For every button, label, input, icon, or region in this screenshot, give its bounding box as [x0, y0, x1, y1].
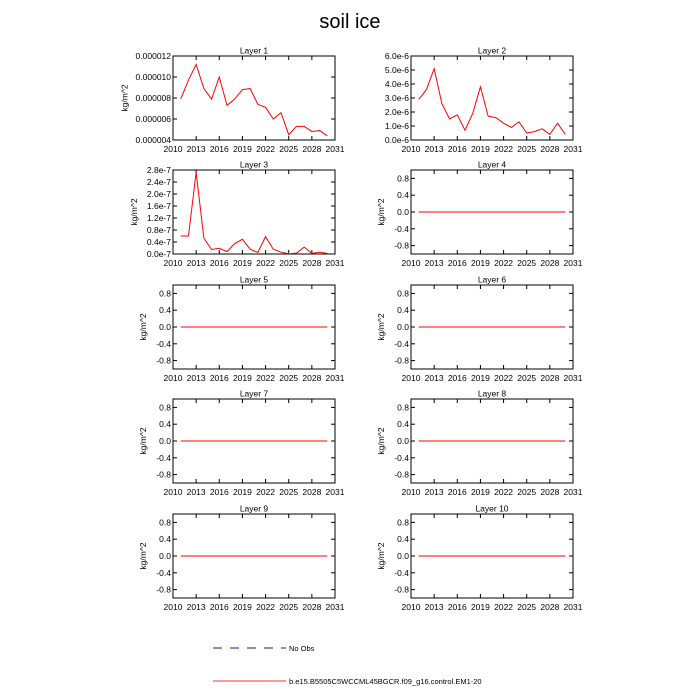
- figure-title: soil ice: [319, 11, 381, 33]
- x-tick-label: 2013: [424, 144, 444, 154]
- x-tick-label: 2013: [424, 373, 444, 383]
- y-tick-label: -0.4: [156, 452, 171, 463]
- y-axis-label: kg/m^2: [138, 427, 149, 455]
- x-tick-label: 2025: [279, 373, 299, 383]
- x-tick-label: 2010: [401, 373, 421, 383]
- x-tick-label: 2025: [517, 602, 537, 612]
- y-tick-label: 0.4: [397, 419, 409, 430]
- x-tick-label: 2016: [209, 258, 229, 268]
- y-tick-label: 0.4: [397, 305, 409, 316]
- y-axis-label: kg/m^2: [376, 542, 387, 570]
- y-tick-label: 0.0: [397, 322, 409, 332]
- y-tick-label: -0.4: [394, 223, 409, 234]
- y-tick-label: -0.8: [394, 469, 409, 480]
- x-tick-label: 2025: [279, 258, 299, 268]
- y-tick-label: 0.8: [397, 517, 409, 528]
- y-tick-label: 2.4e-7: [146, 177, 171, 187]
- x-tick-label: 2013: [424, 258, 444, 268]
- y-axis-label: kg/m^2: [138, 542, 149, 570]
- x-tick-label: 2025: [517, 373, 537, 383]
- x-tick-label: 2010: [401, 144, 421, 154]
- x-tick-label: 2010: [163, 373, 183, 383]
- y-axis-label: kg/m^2: [128, 198, 139, 226]
- panel-title: Layer 10: [475, 503, 509, 514]
- x-tick-label: 2010: [163, 258, 183, 268]
- x-tick-label: 2013: [186, 487, 206, 497]
- y-tick-label: 5.0e-6: [384, 65, 409, 75]
- x-tick-label: 2016: [447, 602, 467, 612]
- y-tick-label: 0.000012: [135, 51, 171, 61]
- y-tick-label: 0.8e-7: [146, 225, 171, 235]
- x-tick-label: 2031: [325, 487, 345, 497]
- y-tick-label: 0.0: [397, 551, 409, 561]
- x-tick-label: 2031: [325, 258, 345, 268]
- panel-title: Layer 5: [239, 274, 269, 285]
- x-tick-label: 2028: [302, 373, 322, 383]
- x-tick-label: 2010: [401, 258, 421, 268]
- y-tick-label: -0.8: [156, 584, 171, 595]
- y-axis-label: kg/m^2: [119, 84, 130, 112]
- x-tick-label: 2010: [401, 487, 421, 497]
- x-tick-label: 2016: [209, 487, 229, 497]
- x-tick-label: 2022: [256, 487, 276, 497]
- x-tick-label: 2031: [563, 602, 583, 612]
- x-tick-label: 2022: [494, 602, 514, 612]
- x-tick-label: 2022: [256, 602, 276, 612]
- x-tick-label: 2025: [279, 144, 299, 154]
- x-tick-label: 2028: [540, 258, 560, 268]
- y-tick-label: 0.8: [159, 402, 171, 413]
- y-axis-label: kg/m^2: [138, 313, 149, 341]
- x-tick-label: 2022: [494, 373, 514, 383]
- x-tick-label: 2019: [232, 487, 252, 497]
- x-tick-label: 2019: [470, 258, 490, 268]
- y-tick-label: 0.4: [397, 534, 409, 545]
- x-tick-label: 2016: [447, 144, 467, 154]
- x-tick-label: 2013: [424, 602, 444, 612]
- x-tick-label: 2025: [517, 144, 537, 154]
- x-tick-label: 2025: [279, 602, 299, 612]
- y-tick-label: -0.4: [394, 452, 409, 463]
- x-tick-label: 2016: [447, 487, 467, 497]
- y-tick-label: 0.4: [397, 190, 409, 201]
- x-tick-label: 2019: [232, 258, 252, 268]
- x-tick-label: 2031: [563, 487, 583, 497]
- x-tick-label: 2010: [163, 487, 183, 497]
- y-tick-label: 0.000010: [135, 72, 171, 82]
- x-tick-label: 2031: [325, 144, 345, 154]
- y-tick-label: 0.8: [159, 288, 171, 299]
- y-tick-label: 3.0e-6: [384, 93, 409, 103]
- y-tick-label: 0.0e-6: [384, 135, 409, 145]
- legend-model-label: b.e15.B5505C5WCCML45BGCR.f09_g16.control.EM1-20: [289, 677, 482, 686]
- y-tick-label: -0.4: [394, 338, 409, 349]
- x-tick-label: 2019: [470, 373, 490, 383]
- y-tick-label: 0.000008: [135, 93, 171, 103]
- y-tick-label: -0.4: [394, 567, 409, 578]
- y-tick-label: 0.000006: [135, 114, 171, 124]
- y-tick-label: 1.6e-7: [146, 201, 171, 211]
- x-tick-label: 2031: [563, 373, 583, 383]
- y-tick-label: 0.0: [159, 551, 171, 561]
- x-tick-label: 2025: [279, 487, 299, 497]
- x-tick-label: 2019: [232, 602, 252, 612]
- y-tick-label: 0.4: [159, 534, 171, 545]
- y-tick-label: 0.0: [159, 436, 171, 446]
- y-tick-label: 4.0e-6: [384, 79, 409, 89]
- x-tick-label: 2031: [563, 144, 583, 154]
- x-tick-label: 2028: [540, 144, 560, 154]
- x-tick-label: 2019: [470, 602, 490, 612]
- legend-obs-label: No Obs: [289, 644, 315, 653]
- y-tick-label: 2.0e-7: [146, 189, 171, 199]
- y-tick-label: 0.0: [397, 207, 409, 217]
- x-tick-label: 2028: [302, 258, 322, 268]
- panel-title: Layer 8: [477, 388, 507, 399]
- x-tick-label: 2013: [186, 258, 206, 268]
- y-axis-label: kg/m^2: [376, 313, 387, 341]
- y-tick-label: 0.8: [397, 402, 409, 413]
- y-axis-label: kg/m^2: [376, 198, 387, 226]
- x-tick-label: 2028: [540, 602, 560, 612]
- y-tick-label: -0.8: [394, 584, 409, 595]
- y-tick-label: -0.4: [156, 338, 171, 349]
- y-axis-label: kg/m^2: [376, 427, 387, 455]
- panel-title: Layer 3: [239, 159, 269, 170]
- x-tick-label: 2019: [232, 144, 252, 154]
- x-tick-label: 2028: [540, 487, 560, 497]
- x-tick-label: 2028: [540, 373, 560, 383]
- x-tick-label: 2019: [232, 373, 252, 383]
- panel-title: Layer 4: [477, 159, 507, 170]
- x-tick-label: 2031: [563, 258, 583, 268]
- x-tick-label: 2016: [209, 373, 229, 383]
- x-tick-label: 2025: [517, 487, 537, 497]
- x-tick-label: 2019: [470, 487, 490, 497]
- x-tick-label: 2016: [447, 373, 467, 383]
- y-tick-label: 0.8: [159, 517, 171, 528]
- y-tick-label: -0.4: [156, 567, 171, 578]
- x-tick-label: 2019: [470, 144, 490, 154]
- x-tick-label: 2013: [186, 373, 206, 383]
- x-tick-label: 2010: [163, 144, 183, 154]
- x-tick-label: 2028: [302, 602, 322, 612]
- x-tick-label: 2016: [447, 258, 467, 268]
- y-tick-label: 0.4: [159, 305, 171, 316]
- panel-title: Layer 7: [239, 388, 269, 399]
- x-tick-label: 2013: [186, 602, 206, 612]
- x-tick-label: 2022: [494, 487, 514, 497]
- y-tick-label: 2.8e-7: [146, 165, 171, 175]
- x-tick-label: 2013: [424, 487, 444, 497]
- y-tick-label: -0.8: [156, 469, 171, 480]
- panel-title: Layer 9: [239, 503, 269, 514]
- x-tick-label: 2022: [256, 373, 276, 383]
- y-tick-label: 0.8: [397, 288, 409, 299]
- panel-title: Layer 2: [477, 45, 507, 56]
- y-tick-label: 0.8: [397, 173, 409, 184]
- x-tick-label: 2010: [163, 602, 183, 612]
- x-tick-label: 2022: [494, 258, 514, 268]
- y-tick-label: 2.0e-6: [384, 107, 409, 117]
- x-tick-label: 2031: [325, 602, 345, 612]
- x-tick-label: 2022: [256, 144, 276, 154]
- y-tick-label: 0.4: [159, 419, 171, 430]
- y-tick-label: 0.0e-7: [146, 249, 171, 259]
- x-tick-label: 2016: [209, 602, 229, 612]
- x-tick-label: 2025: [517, 258, 537, 268]
- x-tick-label: 2013: [186, 144, 206, 154]
- x-tick-label: 2028: [302, 144, 322, 154]
- y-tick-label: 1.2e-7: [146, 213, 171, 223]
- panel-title: Layer 6: [477, 274, 507, 285]
- y-tick-label: 0.0: [159, 322, 171, 332]
- x-tick-label: 2016: [209, 144, 229, 154]
- y-tick-label: 0.4e-7: [146, 237, 171, 247]
- y-tick-label: 0.000004: [135, 135, 171, 145]
- y-tick-label: -0.8: [156, 355, 171, 366]
- y-tick-label: 1.0e-6: [384, 121, 409, 131]
- y-tick-label: 6.0e-6: [384, 51, 409, 61]
- x-tick-label: 2028: [302, 487, 322, 497]
- x-tick-label: 2031: [325, 373, 345, 383]
- y-tick-label: -0.8: [394, 355, 409, 366]
- panel-title: Layer 1: [239, 45, 269, 56]
- y-tick-label: -0.8: [394, 240, 409, 251]
- x-tick-label: 2010: [401, 602, 421, 612]
- x-tick-label: 2022: [494, 144, 514, 154]
- x-tick-label: 2022: [256, 258, 276, 268]
- y-tick-label: 0.0: [397, 436, 409, 446]
